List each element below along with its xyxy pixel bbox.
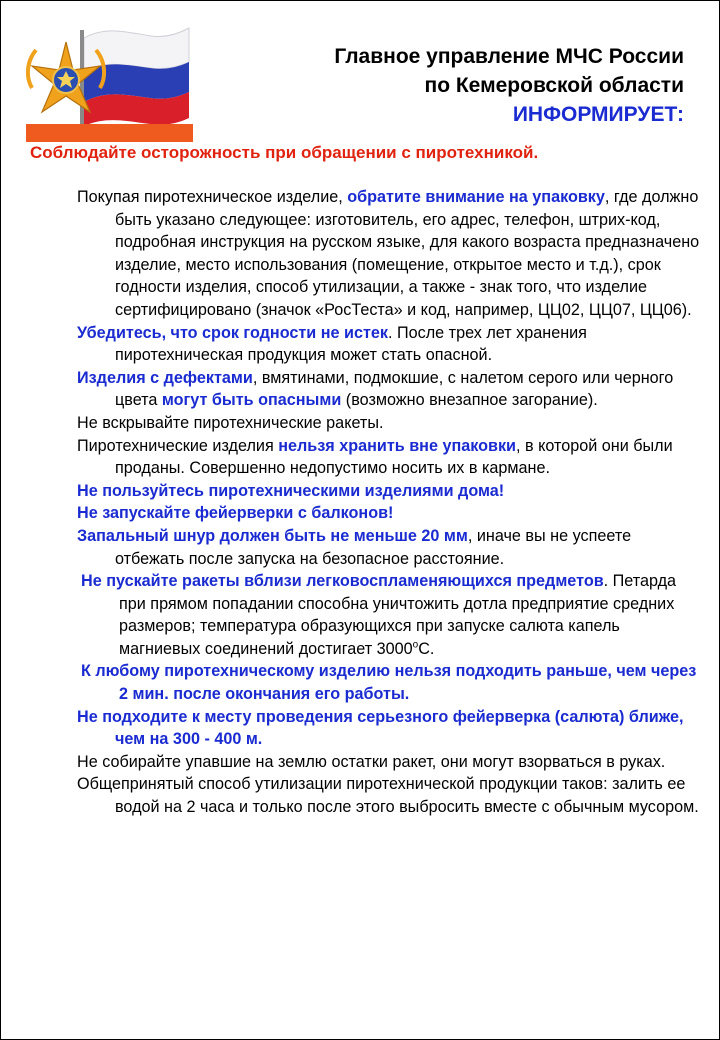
header-line-2: по Кемеровской области: [424, 74, 684, 97]
rule-emphasis: Убедитесь, что срок годности не истек: [77, 323, 389, 342]
rule-packaging: [77, 186, 702, 322]
rule-text: , иначе вы не успеете отбежать после запуска на безопасное расстояние.: [115, 526, 632, 568]
rule-defects: [77, 367, 702, 412]
rule-emphasis: могут быть опасными: [161, 391, 342, 410]
rule-disposal: Общепринятый способ утилизации пиротехнической продукции таков: залить ее водой на 2 часа и только после этого выбросить вместе с обычным мусором.: [77, 775, 699, 817]
rule-storage: [77, 435, 702, 480]
rule-text: . После трех лет хранения пиротехническая продукция может стать опасной.: [115, 323, 587, 365]
rule-emphasis: Изделия с дефектами: [77, 368, 253, 387]
rule-text: Пиротехнические изделия: [77, 436, 279, 455]
rule-fuse-length: [77, 525, 702, 570]
rule-expiry: [77, 322, 702, 367]
rule-not-from-balcony: Не запускайте фейерверки с балконов!: [77, 504, 394, 523]
rule-text: С.: [418, 639, 435, 658]
rule-emphasis: нельзя хранить вне упаковки: [278, 436, 517, 455]
warning-title: Соблюдайте осторожность при обращении с пиротехникой.: [30, 143, 539, 162]
rule-text: Покупая пиротехническое изделие,: [77, 188, 348, 206]
rule-text: (возможно внезапное загорание).: [341, 391, 598, 410]
mchs-emblem-icon: [26, 20, 193, 142]
header-line-1: Главное управление МЧС России: [334, 45, 684, 68]
rule-text: , где должно быть указано следующее: изготовитель, его адрес, телефон, штрих-код, подробная инструкция на русском языке, для какого возраста предназначено изделие, место использования (помещение, открытое место и т.д.), срок годности изделия, способ утилизации, а также - знак того, что изделие сертифицировано (значок «РосТеста» и код, например, ЦЦ02, ЦЦ07, ЦЦ06).: [115, 188, 700, 319]
rule-distance: Не подходите к месту проведения серьезного фейерверка (салюта) ближе, чем на 300 - 400 м.: [77, 707, 684, 749]
header-informs: ИНФОРМИРУЕТ:: [512, 103, 684, 126]
rule-text: , вмятинами, подмокшие, с налетом серого или черного цвета: [115, 368, 674, 410]
rule-emphasis: Не пускайте ракеты вблизи легковоспламеняющихся предметов: [81, 572, 604, 591]
safety-rules: [77, 186, 702, 819]
rule-flammables: [77, 570, 702, 660]
rule-emphasis: Запальный шнур должен быть не меньше 20 мм: [77, 526, 468, 545]
rule-not-at-home: Не пользуйтесь пиротехническими изделиями дома!: [77, 481, 505, 500]
page-header: [334, 42, 684, 129]
rule-emphasis: обратите внимание на упаковку: [347, 188, 605, 206]
rule-wait-two-minutes: К любому пиротехническому изделию нельзя подходить раньше, чем через 2 мин. после окончания его работы.: [81, 662, 697, 704]
degree-mark: o: [412, 639, 419, 651]
rule-do-not-open: Не вскрывайте пиротехнические ракеты.: [77, 413, 384, 432]
mchs-logo: [26, 20, 193, 142]
rule-text: , в которой они были проданы. Совершенно недопустимо носить их в кармане.: [115, 436, 673, 478]
rule-text: . Петарда при прямом попадании способна уничтожить дотла предприятие средних размеров; температура образующихся при запуске салюта капель магниевых соединений достигает 3000: [119, 572, 677, 658]
rule-do-not-collect: Не собирайте упавшие на землю остатки ракет, они могут взорваться в руках.: [77, 752, 666, 771]
